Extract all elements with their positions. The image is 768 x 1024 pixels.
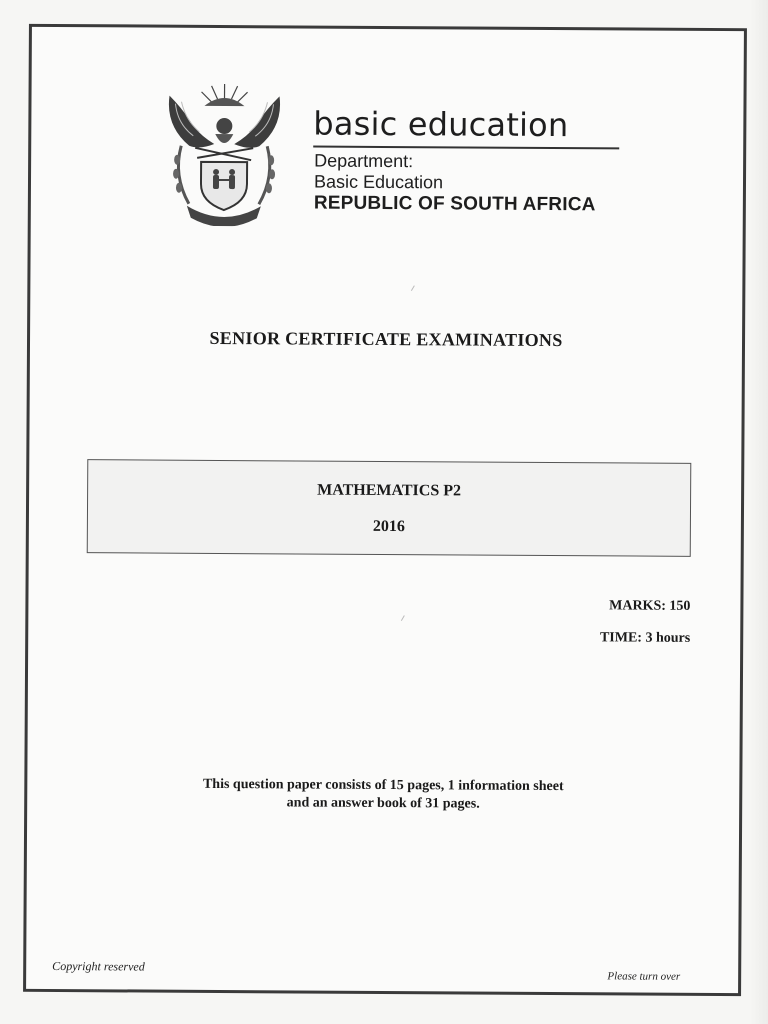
turn-over-note: Please turn over (607, 970, 681, 983)
page-count-note (27, 775, 739, 815)
department-name: Basic Education (313, 171, 444, 193)
copyright-notice: Copyright reserved (52, 958, 145, 974)
exam-year: 2016 (372, 517, 405, 536)
scan-speck (401, 615, 405, 621)
brand-underline (313, 146, 619, 149)
exam-heading: SENIOR CERTIFICATE EXAMINATIONS (209, 327, 563, 351)
brand-title: basic education (313, 104, 569, 145)
page-count-line-1: This question paper consists of 15 pages, 1 information sheet (202, 776, 564, 795)
page-count-line-2: and an answer book of 31 pages. (286, 795, 480, 812)
time-allowed: TIME: 3 hours (599, 630, 691, 646)
page-border-frame (23, 24, 747, 996)
subject-name: MATHEMATICS P2 (317, 481, 462, 500)
country-name: REPUBLIC OF SOUTH AFRICA (313, 192, 596, 216)
coat-of-arms-icon (159, 76, 290, 227)
scan-speck (411, 285, 415, 291)
scan-edge (750, 0, 768, 1024)
subject-box (87, 459, 692, 557)
marks-total: MARKS: 150 (609, 598, 691, 614)
department-label: Department: (314, 150, 414, 172)
